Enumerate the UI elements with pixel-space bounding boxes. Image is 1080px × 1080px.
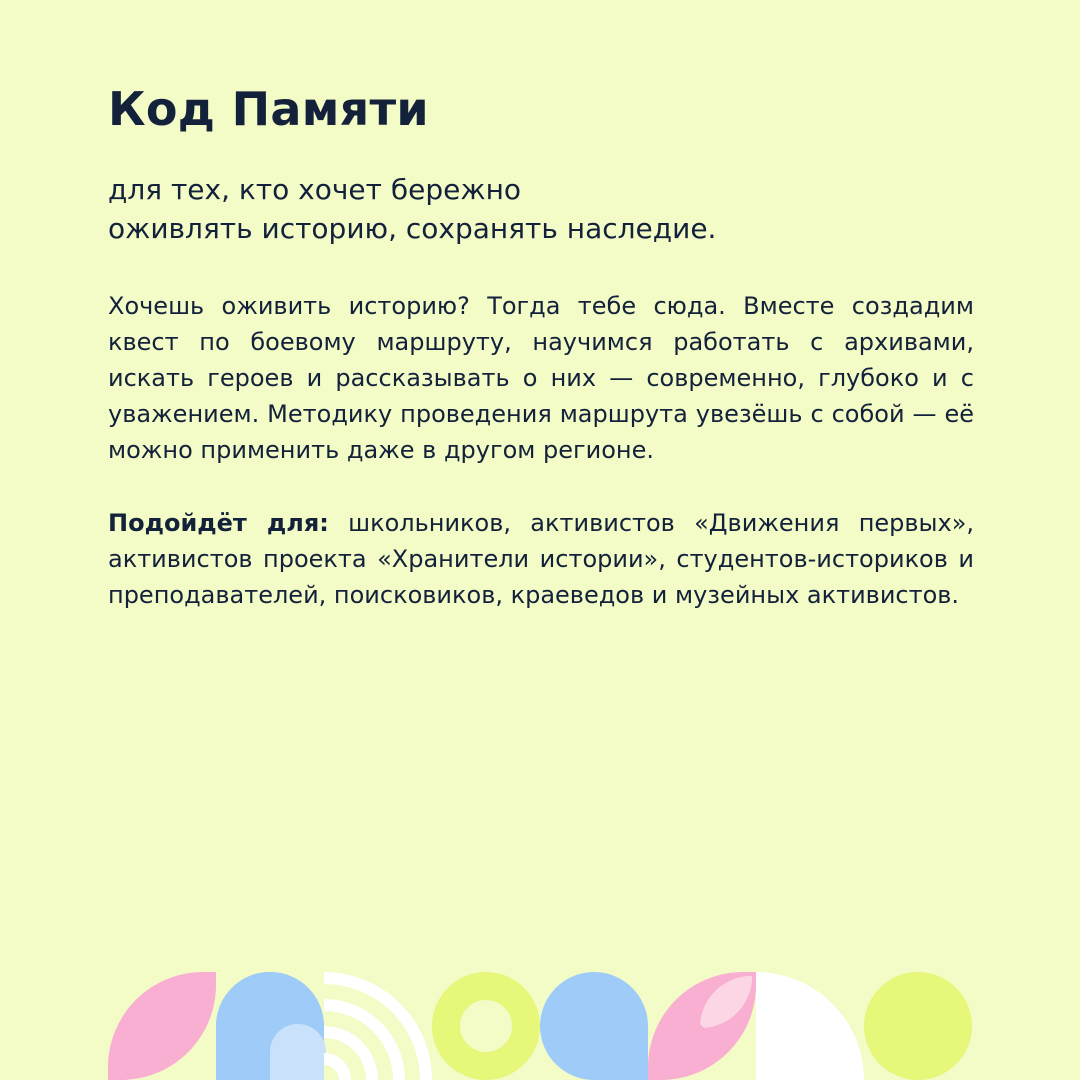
audience-paragraph — [108, 505, 974, 613]
leaf-shape — [108, 972, 216, 1080]
lime-ring — [446, 986, 526, 1066]
audience-label: Подойдёт для: — [108, 509, 329, 537]
subtitle-line-1: для тех, кто хочет бережно — [108, 173, 521, 206]
subtitle-line-2: оживлять историю, сохранять наследие. — [108, 212, 717, 245]
blue-quarter-circles — [216, 972, 326, 1080]
audience-text: школьников, активистов «Движения первых», активистов проекта «Хранители истории», студентов-историков и преподавателей, поисковиков, краеведов и музейных активистов. — [108, 509, 975, 609]
lime-circle — [864, 972, 972, 1080]
white-arcs — [324, 978, 426, 1080]
pink-leaf — [648, 972, 756, 1080]
blue-drop — [540, 972, 648, 1080]
white-quarter-circle — [756, 972, 864, 1080]
page-title: Код Памяти — [108, 82, 429, 136]
subtitle — [108, 170, 868, 248]
description-paragraph: Хочешь оживить историю? Тогда тебе сюда. Вместе создадим квест по боевому маршруту, научимся работать с архивами, искать героев и рассказывать о них — современно, глубоко и с уважением. Методику проведения маршрута увезёшь с собой — её можно применить даже в другом регионе. — [108, 292, 974, 464]
decorative-pattern — [108, 972, 972, 1080]
